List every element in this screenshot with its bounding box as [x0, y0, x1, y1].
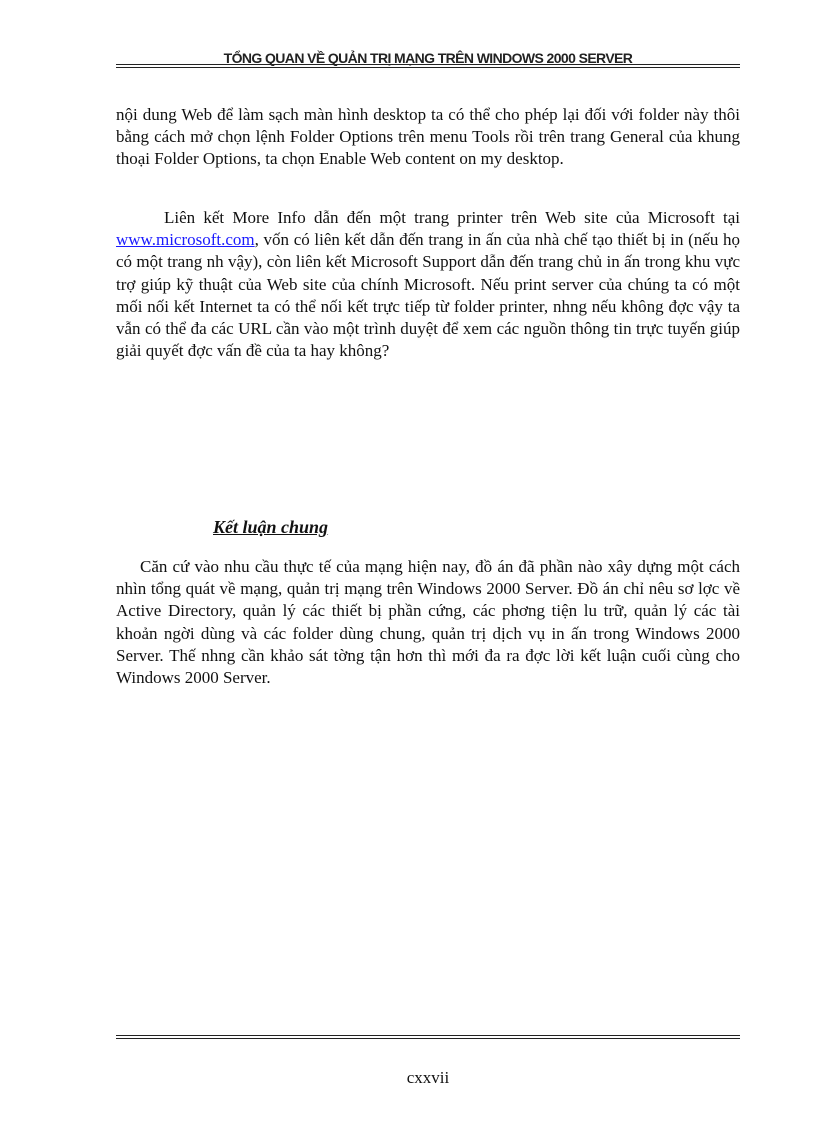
- header-rule-bottom: [116, 67, 740, 68]
- conclusion-heading: Kết luận chung: [213, 517, 329, 537]
- microsoft-link[interactable]: www.microsoft.com: [116, 230, 255, 250]
- paragraph-web-content: nội dung Web để làm sạch màn hình desktop ta có thể cho phép lại đối với folder này thôi bằng cách mở chọn lệnh Folder Options trên menu Tools rồi trên trang General của khung thoại Folder Options, ta chọn Enable Web content on my desktop.: [116, 105, 740, 169]
- paragraph-more-info-text-end: , vốn có liên kết dẫn đến trang in ấn của nhà chế tạo thiết bị in (nếu họ có một trang nh vậy), còn liên kết Microsoft Support dẫn đến trang chủ in ấn trong khu vực trợ giúp kỹ thuật của Web site của chính Microsoft. Nếu print server của chúng ta có một mối nối kết Internet ta có thể nối kết trực tiếp từ folder printer, nhng nếu không đợc vậy ta vẫn có thể đa các URL cần vào một trình duyệt để xem các nguồn thông tin trực tuyến giúp giải quyết đợc vấn đề của ta hay không?: [116, 230, 740, 361]
- page-number: cxxvii: [406, 1068, 450, 1087]
- footer-rule-bottom: [116, 1038, 740, 1039]
- paragraph-more-info: [116, 207, 740, 362]
- paragraph-more-info-text-start: Liên kết More Info dẫn đến một trang printer trên Web site của Microsoft tại: [164, 208, 740, 227]
- conclusion-paragraph: Căn cứ vào nhu cầu thực tế của mạng hiện nay, đồ án đã phần nào xây dựng một cách nhìn tổng quát về mạng, quản trị mạng trên Windows 2000 Server. Đồ án chỉ nêu sơ lợc về Active Directory, quản lý các thiết bị phần cứng, các phơng tiện lu trữ, quản lý các tài khoản ngời dùng và các folder dùng chung, quản trị dịch vụ in ấn trong Windows 2000 Server. Thế nhng cần khảo sát tờng tận hơn thì mới đa ra đợc lời kết luận cuối cùng cho Windows 2000 Server.: [116, 557, 740, 688]
- footer-rule-top: [116, 1035, 740, 1036]
- page-header-title: TỔNG QUAN VỀ QUẢN TRỊ MẠNG TRÊN WINDOWS 2000 SERVER: [223, 50, 633, 66]
- header-rule-top: [116, 64, 740, 65]
